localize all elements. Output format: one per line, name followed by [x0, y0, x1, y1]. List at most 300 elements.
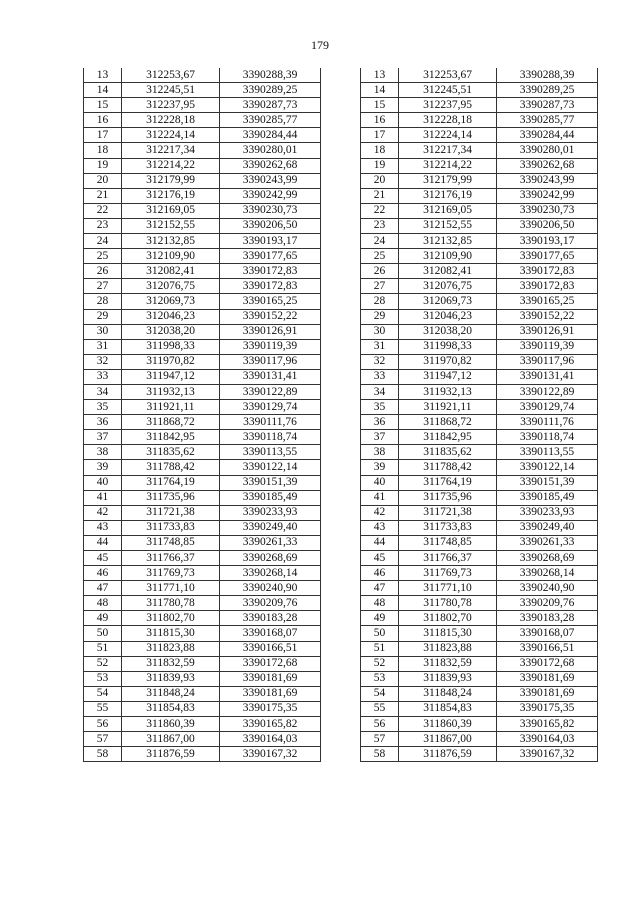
table-row — [361, 701, 598, 716]
table-row — [361, 68, 598, 83]
point-number-cell: 58 — [361, 747, 399, 762]
x-coordinate-cell: 312109,90 — [122, 249, 220, 264]
point-number-cell: 48 — [361, 596, 399, 611]
x-coordinate-cell: 312109,90 — [399, 249, 497, 264]
x-coordinate-cell: 312132,85 — [399, 234, 497, 249]
y-coordinate-cell: 3390285,77 — [220, 113, 321, 128]
x-coordinate-cell: 311815,30 — [122, 626, 220, 641]
table-row — [84, 596, 321, 611]
x-coordinate-cell: 312082,41 — [122, 264, 220, 279]
table-row — [361, 234, 598, 249]
x-coordinate-cell: 311780,78 — [399, 596, 497, 611]
x-coordinate-cell: 311848,24 — [122, 686, 220, 701]
point-number-cell: 27 — [361, 279, 399, 294]
y-coordinate-cell: 3390166,51 — [220, 641, 321, 656]
y-coordinate-cell: 3390181,69 — [220, 686, 321, 701]
table-row — [361, 656, 598, 671]
point-number-cell: 57 — [361, 732, 399, 747]
table-row — [84, 475, 321, 490]
y-coordinate-cell: 3390175,35 — [497, 701, 598, 716]
y-coordinate-cell: 3390284,44 — [497, 128, 598, 143]
point-number-cell: 21 — [361, 188, 399, 203]
point-number-cell: 50 — [84, 626, 122, 641]
table-row — [84, 339, 321, 354]
y-coordinate-cell: 3390183,28 — [497, 611, 598, 626]
x-coordinate-cell: 311748,85 — [122, 535, 220, 550]
y-coordinate-cell: 3390168,07 — [220, 626, 321, 641]
x-coordinate-cell: 311947,12 — [122, 369, 220, 384]
y-coordinate-cell: 3390164,03 — [497, 732, 598, 747]
y-coordinate-cell: 3390242,99 — [220, 188, 321, 203]
y-coordinate-cell: 3390165,25 — [220, 294, 321, 309]
table-row — [84, 264, 321, 279]
y-coordinate-cell: 3390118,74 — [220, 430, 321, 445]
point-number-cell: 39 — [84, 460, 122, 475]
y-coordinate-cell: 3390151,39 — [220, 475, 321, 490]
x-coordinate-cell: 311839,93 — [399, 671, 497, 686]
x-coordinate-cell: 312069,73 — [399, 294, 497, 309]
table-row — [361, 249, 598, 264]
x-coordinate-cell: 312038,20 — [399, 324, 497, 339]
y-coordinate-cell: 3390172,68 — [220, 656, 321, 671]
table-row — [84, 279, 321, 294]
table-row — [84, 520, 321, 535]
point-number-cell: 16 — [361, 113, 399, 128]
x-coordinate-cell: 312132,85 — [122, 234, 220, 249]
point-number-cell: 46 — [84, 566, 122, 581]
point-number-cell: 20 — [361, 173, 399, 188]
table-row — [361, 143, 598, 158]
y-coordinate-cell: 3390113,55 — [220, 445, 321, 460]
x-coordinate-cell: 312253,67 — [122, 68, 220, 83]
y-coordinate-cell: 3390126,91 — [497, 324, 598, 339]
table-row — [361, 400, 598, 415]
point-number-cell: 26 — [84, 264, 122, 279]
x-coordinate-cell: 311842,95 — [122, 430, 220, 445]
x-coordinate-cell: 311835,62 — [122, 445, 220, 460]
table-row — [361, 505, 598, 520]
table-row — [361, 475, 598, 490]
x-coordinate-cell: 312217,34 — [399, 143, 497, 158]
point-number-cell: 42 — [361, 505, 399, 520]
y-coordinate-cell: 3390288,39 — [220, 68, 321, 83]
point-number-cell: 14 — [361, 83, 399, 98]
point-number-cell: 53 — [84, 671, 122, 686]
x-coordinate-cell: 312169,05 — [399, 203, 497, 218]
coordinates-table-right — [360, 68, 598, 762]
y-coordinate-cell: 3390268,14 — [220, 566, 321, 581]
y-coordinate-cell: 3390175,35 — [220, 701, 321, 716]
table-row — [84, 430, 321, 445]
x-coordinate-cell: 311860,39 — [122, 717, 220, 732]
x-coordinate-cell: 312038,20 — [122, 324, 220, 339]
point-number-cell: 55 — [361, 701, 399, 716]
table-row — [84, 173, 321, 188]
coordinates-table-left — [83, 68, 321, 762]
table-row — [361, 415, 598, 430]
x-coordinate-cell: 311764,19 — [399, 475, 497, 490]
point-number-cell: 52 — [361, 656, 399, 671]
table-row — [361, 626, 598, 641]
x-coordinate-cell: 311921,11 — [399, 400, 497, 415]
table-row — [84, 551, 321, 566]
point-number-cell: 41 — [84, 490, 122, 505]
y-coordinate-cell: 3390249,40 — [497, 520, 598, 535]
y-coordinate-cell: 3390268,69 — [497, 551, 598, 566]
x-coordinate-cell: 311802,70 — [122, 611, 220, 626]
y-coordinate-cell: 3390280,01 — [497, 143, 598, 158]
point-number-cell: 31 — [361, 339, 399, 354]
table-row — [84, 218, 321, 233]
y-coordinate-cell: 3390262,68 — [220, 158, 321, 173]
point-number-cell: 47 — [84, 581, 122, 596]
x-coordinate-cell: 311970,82 — [122, 354, 220, 369]
y-coordinate-cell: 3390151,39 — [497, 475, 598, 490]
y-coordinate-cell: 3390152,22 — [220, 309, 321, 324]
point-number-cell: 24 — [84, 234, 122, 249]
y-coordinate-cell: 3390172,83 — [220, 279, 321, 294]
point-number-cell: 36 — [84, 415, 122, 430]
point-number-cell: 43 — [84, 520, 122, 535]
x-coordinate-cell: 312169,05 — [122, 203, 220, 218]
table-row — [361, 460, 598, 475]
x-coordinate-cell: 311854,83 — [399, 701, 497, 716]
table-row — [84, 83, 321, 98]
x-coordinate-cell: 311769,73 — [122, 566, 220, 581]
point-number-cell: 33 — [361, 369, 399, 384]
y-coordinate-cell: 3390166,51 — [497, 641, 598, 656]
table-row — [84, 460, 321, 475]
table-row — [361, 294, 598, 309]
x-coordinate-cell: 311788,42 — [399, 460, 497, 475]
y-coordinate-cell: 3390261,33 — [220, 535, 321, 550]
x-coordinate-cell: 311832,59 — [399, 656, 497, 671]
table-row — [361, 384, 598, 399]
y-coordinate-cell: 3390119,39 — [497, 339, 598, 354]
point-number-cell: 49 — [361, 611, 399, 626]
point-number-cell: 56 — [84, 717, 122, 732]
x-coordinate-cell: 311780,78 — [122, 596, 220, 611]
point-number-cell: 41 — [361, 490, 399, 505]
point-number-cell: 34 — [361, 384, 399, 399]
x-coordinate-cell: 311735,96 — [122, 490, 220, 505]
table-row — [84, 747, 321, 762]
y-coordinate-cell: 3390119,39 — [220, 339, 321, 354]
table-row — [361, 128, 598, 143]
table-row — [84, 581, 321, 596]
x-coordinate-cell: 312179,99 — [122, 173, 220, 188]
point-number-cell: 24 — [361, 234, 399, 249]
y-coordinate-cell: 3390167,32 — [220, 747, 321, 762]
table-row — [361, 445, 598, 460]
y-coordinate-cell: 3390233,93 — [497, 505, 598, 520]
point-number-cell: 39 — [361, 460, 399, 475]
table-row — [361, 732, 598, 747]
table-row — [84, 656, 321, 671]
x-coordinate-cell: 311932,13 — [122, 384, 220, 399]
point-number-cell: 49 — [84, 611, 122, 626]
y-coordinate-cell: 3390111,76 — [497, 415, 598, 430]
point-number-cell: 54 — [361, 686, 399, 701]
point-number-cell: 55 — [84, 701, 122, 716]
table-row — [84, 445, 321, 460]
point-number-cell: 40 — [361, 475, 399, 490]
y-coordinate-cell: 3390122,89 — [220, 384, 321, 399]
x-coordinate-cell: 312046,23 — [122, 309, 220, 324]
point-number-cell: 32 — [84, 354, 122, 369]
table-row — [84, 188, 321, 203]
point-number-cell: 44 — [84, 535, 122, 550]
x-coordinate-cell: 312046,23 — [399, 309, 497, 324]
point-number-cell: 25 — [84, 249, 122, 264]
y-coordinate-cell: 3390122,89 — [497, 384, 598, 399]
table-row — [84, 732, 321, 747]
x-coordinate-cell: 312082,41 — [399, 264, 497, 279]
y-coordinate-cell: 3390242,99 — [497, 188, 598, 203]
table-row — [84, 234, 321, 249]
table-row — [84, 113, 321, 128]
point-number-cell: 40 — [84, 475, 122, 490]
point-number-cell: 43 — [361, 520, 399, 535]
table-row — [361, 158, 598, 173]
x-coordinate-cell: 311766,37 — [399, 551, 497, 566]
y-coordinate-cell: 3390233,93 — [220, 505, 321, 520]
point-number-cell: 35 — [84, 400, 122, 415]
table-row — [84, 671, 321, 686]
y-coordinate-cell: 3390230,73 — [220, 203, 321, 218]
y-coordinate-cell: 3390172,83 — [497, 279, 598, 294]
x-coordinate-cell: 311835,62 — [399, 445, 497, 460]
table-row — [361, 309, 598, 324]
table-row — [361, 218, 598, 233]
x-coordinate-cell: 311823,88 — [399, 641, 497, 656]
y-coordinate-cell: 3390181,69 — [497, 671, 598, 686]
y-coordinate-cell: 3390172,68 — [497, 656, 598, 671]
point-number-cell: 30 — [84, 324, 122, 339]
y-coordinate-cell: 3390289,25 — [220, 83, 321, 98]
y-coordinate-cell: 3390268,69 — [220, 551, 321, 566]
table-row — [361, 430, 598, 445]
x-coordinate-cell: 312069,73 — [122, 294, 220, 309]
point-number-cell: 19 — [84, 158, 122, 173]
point-number-cell: 29 — [84, 309, 122, 324]
table-row — [84, 535, 321, 550]
y-coordinate-cell: 3390118,74 — [497, 430, 598, 445]
table-row — [84, 400, 321, 415]
y-coordinate-cell: 3390193,17 — [220, 234, 321, 249]
y-coordinate-cell: 3390172,83 — [220, 264, 321, 279]
y-coordinate-cell: 3390249,40 — [220, 520, 321, 535]
point-number-cell: 19 — [361, 158, 399, 173]
x-coordinate-cell: 311868,72 — [399, 415, 497, 430]
table-row — [361, 520, 598, 535]
x-coordinate-cell: 311823,88 — [122, 641, 220, 656]
point-number-cell: 29 — [361, 309, 399, 324]
x-coordinate-cell: 311771,10 — [399, 581, 497, 596]
table-row — [84, 384, 321, 399]
y-coordinate-cell: 3390284,44 — [220, 128, 321, 143]
point-number-cell: 16 — [84, 113, 122, 128]
y-coordinate-cell: 3390287,73 — [497, 98, 598, 113]
point-number-cell: 46 — [361, 566, 399, 581]
point-number-cell: 14 — [84, 83, 122, 98]
table-row — [361, 354, 598, 369]
table-row — [361, 264, 598, 279]
point-number-cell: 20 — [84, 173, 122, 188]
x-coordinate-cell: 311721,38 — [399, 505, 497, 520]
table-row — [361, 671, 598, 686]
table-row — [361, 203, 598, 218]
table-row — [361, 551, 598, 566]
x-coordinate-cell: 312245,51 — [399, 83, 497, 98]
table-row — [361, 490, 598, 505]
y-coordinate-cell: 3390185,49 — [220, 490, 321, 505]
table-row — [84, 128, 321, 143]
table-row — [84, 686, 321, 701]
x-coordinate-cell: 311802,70 — [399, 611, 497, 626]
point-number-cell: 15 — [84, 98, 122, 113]
y-coordinate-cell: 3390131,41 — [220, 369, 321, 384]
y-coordinate-cell: 3390183,28 — [220, 611, 321, 626]
y-coordinate-cell: 3390168,07 — [497, 626, 598, 641]
x-coordinate-cell: 311721,38 — [122, 505, 220, 520]
table-row — [84, 294, 321, 309]
table-row — [84, 611, 321, 626]
y-coordinate-cell: 3390167,32 — [497, 747, 598, 762]
table-row — [84, 369, 321, 384]
x-coordinate-cell: 311867,00 — [399, 732, 497, 747]
x-coordinate-cell: 311771,10 — [122, 581, 220, 596]
y-coordinate-cell: 3390152,22 — [497, 309, 598, 324]
table-row — [361, 535, 598, 550]
x-coordinate-cell: 312253,67 — [399, 68, 497, 83]
y-coordinate-cell: 3390165,25 — [497, 294, 598, 309]
point-number-cell: 38 — [361, 445, 399, 460]
x-coordinate-cell: 311932,13 — [399, 384, 497, 399]
x-coordinate-cell: 311769,73 — [399, 566, 497, 581]
table-row — [84, 566, 321, 581]
y-coordinate-cell: 3390209,76 — [497, 596, 598, 611]
point-number-cell: 28 — [361, 294, 399, 309]
x-coordinate-cell: 312176,19 — [399, 188, 497, 203]
x-coordinate-cell: 312237,95 — [122, 98, 220, 113]
point-number-cell: 54 — [84, 686, 122, 701]
y-coordinate-cell: 3390206,50 — [220, 218, 321, 233]
table-row — [361, 173, 598, 188]
y-coordinate-cell: 3390287,73 — [220, 98, 321, 113]
y-coordinate-cell: 3390129,74 — [497, 400, 598, 415]
x-coordinate-cell: 311766,37 — [122, 551, 220, 566]
point-number-cell: 15 — [361, 98, 399, 113]
y-coordinate-cell: 3390165,82 — [220, 717, 321, 732]
y-coordinate-cell: 3390243,99 — [497, 173, 598, 188]
table-row — [84, 354, 321, 369]
point-number-cell: 27 — [84, 279, 122, 294]
y-coordinate-cell: 3390261,33 — [497, 535, 598, 550]
x-coordinate-cell: 312217,34 — [122, 143, 220, 158]
point-number-cell: 37 — [84, 430, 122, 445]
point-number-cell: 32 — [361, 354, 399, 369]
y-coordinate-cell: 3390122,14 — [497, 460, 598, 475]
table-row — [361, 566, 598, 581]
y-coordinate-cell: 3390193,17 — [497, 234, 598, 249]
table-row — [84, 717, 321, 732]
x-coordinate-cell: 312076,75 — [122, 279, 220, 294]
y-coordinate-cell: 3390240,90 — [497, 581, 598, 596]
point-number-cell: 45 — [361, 551, 399, 566]
table-row — [361, 113, 598, 128]
x-coordinate-cell: 311733,83 — [122, 520, 220, 535]
point-number-cell: 13 — [361, 68, 399, 83]
point-number-cell: 52 — [84, 656, 122, 671]
x-coordinate-cell: 312214,22 — [122, 158, 220, 173]
table-row — [84, 143, 321, 158]
x-coordinate-cell: 311748,85 — [399, 535, 497, 550]
y-coordinate-cell: 3390243,99 — [220, 173, 321, 188]
table-row — [361, 596, 598, 611]
point-number-cell: 23 — [361, 218, 399, 233]
table-row — [361, 641, 598, 656]
y-coordinate-cell: 3390185,49 — [497, 490, 598, 505]
point-number-cell: 48 — [84, 596, 122, 611]
point-number-cell: 17 — [361, 128, 399, 143]
x-coordinate-cell: 311848,24 — [399, 686, 497, 701]
x-coordinate-cell: 311921,11 — [122, 400, 220, 415]
point-number-cell: 44 — [361, 535, 399, 550]
x-coordinate-cell: 311735,96 — [399, 490, 497, 505]
point-number-cell: 51 — [361, 641, 399, 656]
point-number-cell: 18 — [361, 143, 399, 158]
table-row — [361, 611, 598, 626]
point-number-cell: 21 — [84, 188, 122, 203]
y-coordinate-cell: 3390209,76 — [220, 596, 321, 611]
y-coordinate-cell: 3390117,96 — [220, 354, 321, 369]
point-number-cell: 22 — [361, 203, 399, 218]
point-number-cell: 57 — [84, 732, 122, 747]
point-number-cell: 50 — [361, 626, 399, 641]
x-coordinate-cell: 312237,95 — [399, 98, 497, 113]
x-coordinate-cell: 312228,18 — [399, 113, 497, 128]
table-row — [361, 98, 598, 113]
table-row — [361, 717, 598, 732]
point-number-cell: 22 — [84, 203, 122, 218]
x-coordinate-cell: 312179,99 — [399, 173, 497, 188]
y-coordinate-cell: 3390181,69 — [497, 686, 598, 701]
x-coordinate-cell: 311860,39 — [399, 717, 497, 732]
y-coordinate-cell: 3390172,83 — [497, 264, 598, 279]
table-row — [361, 581, 598, 596]
y-coordinate-cell: 3390177,65 — [220, 249, 321, 264]
point-number-cell: 38 — [84, 445, 122, 460]
x-coordinate-cell: 312245,51 — [122, 83, 220, 98]
point-number-cell: 18 — [84, 143, 122, 158]
table-row — [361, 188, 598, 203]
table-row — [361, 369, 598, 384]
y-coordinate-cell: 3390131,41 — [497, 369, 598, 384]
x-coordinate-cell: 312214,22 — [399, 158, 497, 173]
x-coordinate-cell: 311764,19 — [122, 475, 220, 490]
y-coordinate-cell: 3390122,14 — [220, 460, 321, 475]
x-coordinate-cell: 311876,59 — [122, 747, 220, 762]
y-coordinate-cell: 3390289,25 — [497, 83, 598, 98]
x-coordinate-cell: 311867,00 — [122, 732, 220, 747]
y-coordinate-cell: 3390206,50 — [497, 218, 598, 233]
table-row — [84, 203, 321, 218]
y-coordinate-cell: 3390111,76 — [220, 415, 321, 430]
table-row — [361, 747, 598, 762]
y-coordinate-cell: 3390280,01 — [220, 143, 321, 158]
point-number-cell: 36 — [361, 415, 399, 430]
